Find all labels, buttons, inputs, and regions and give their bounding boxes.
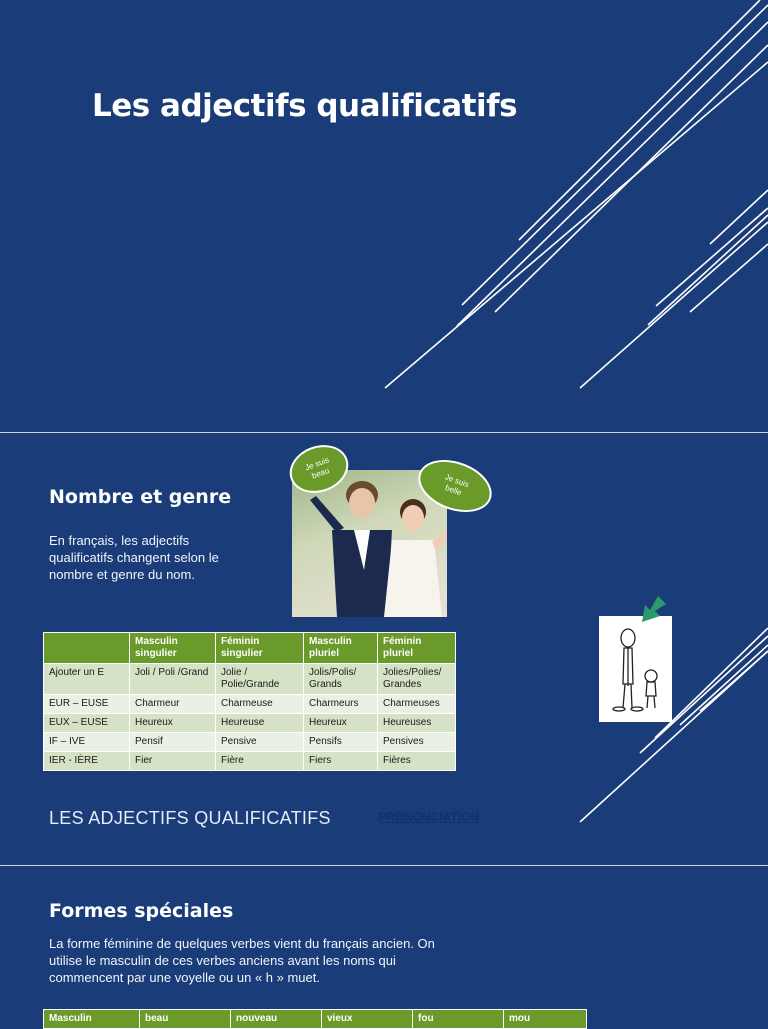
table-cell: Charmeuse	[216, 695, 304, 714]
table-cell: Fières	[378, 752, 456, 771]
table-cell: Charmeuses	[378, 695, 456, 714]
table-header-row	[44, 633, 456, 664]
table-cell: Heureuses	[378, 714, 456, 733]
section-subtitle: LES ADJECTIFS QUALIFICATIFS	[49, 808, 331, 828]
adjective-table	[43, 632, 456, 771]
section-text: La forme féminine de quelques verbes vient du français ancien. On utilise le masculin de ces verbes anciens avant les noms qui commencent par une voyelle ou un « h » muet.	[49, 936, 435, 985]
table-header-cell: Féminin singulier	[216, 633, 304, 664]
table-header-row	[44, 1010, 587, 1029]
table-row	[44, 664, 456, 695]
table-row	[44, 733, 456, 752]
table-header-cell: fou	[413, 1010, 504, 1029]
table-header-cell: nouveau	[231, 1010, 322, 1029]
table-cell: EUX – EUSE	[44, 714, 130, 733]
cartoon-figures	[599, 616, 672, 722]
table-cell: Fière	[216, 752, 304, 771]
table-cell: Fier	[130, 752, 216, 771]
table-cell: Charmeur	[130, 695, 216, 714]
table-header-cell	[44, 633, 130, 664]
table-header-cell: Masculin pluriel	[304, 633, 378, 664]
table-cell: Pensive	[216, 733, 304, 752]
cartoon-figures-drawing	[599, 616, 672, 722]
table-row	[44, 752, 456, 771]
speech-bubble-beau-text: Je suis beau	[303, 455, 331, 481]
table-cell: EUR – EUSE	[44, 695, 130, 714]
table-header-cell: vieux	[322, 1010, 413, 1029]
table-cell: Pensifs	[304, 733, 378, 752]
section-heading: Formes spéciales	[49, 900, 234, 922]
table-header-cell: Masculin	[44, 1010, 140, 1029]
section-heading: Nombre et genre	[49, 486, 232, 508]
table-cell: Ajouter un E	[44, 664, 130, 695]
table-cell: Heureuse	[216, 714, 304, 733]
table-header-cell: beau	[140, 1010, 231, 1029]
section-text: En français, les adjectifs qualificatifs changent selon le nombre et genre du nom.	[49, 533, 219, 582]
pronunciation-link[interactable]: PRONONCIATION	[378, 810, 480, 824]
table-cell: Charmeurs	[304, 695, 378, 714]
table-cell: Fiers	[304, 752, 378, 771]
slide-title-heading: Les adjectifs qualificatifs	[92, 88, 518, 124]
speech-bubble-belle-text: Je suis belle	[443, 472, 471, 498]
table-row	[44, 714, 456, 733]
table-cell: Pensif	[130, 733, 216, 752]
slide-title	[0, 0, 768, 432]
table-cell: IER - IÈRE	[44, 752, 130, 771]
table-cell: Pensives	[378, 733, 456, 752]
table-header-cell: mou	[504, 1010, 587, 1029]
table-header-cell: Masculin singulier	[130, 633, 216, 664]
table-header-cell: Féminin pluriel	[378, 633, 456, 664]
table-cell: Heureux	[304, 714, 378, 733]
table-cell: Jolie / Polie/Grande	[216, 664, 304, 695]
decorative-lines	[0, 0, 768, 432]
table-cell: Jolis/Polis/ Grands	[304, 664, 378, 695]
arrow-icon	[636, 596, 670, 626]
special-forms-table	[43, 1009, 587, 1029]
table-cell: Joli / Poli /Grand	[130, 664, 216, 695]
table-cell: IF – IVE	[44, 733, 130, 752]
table-row	[44, 695, 456, 714]
table-cell: Jolies/Polies/ Grandes	[378, 664, 456, 695]
table-cell: Heureux	[130, 714, 216, 733]
